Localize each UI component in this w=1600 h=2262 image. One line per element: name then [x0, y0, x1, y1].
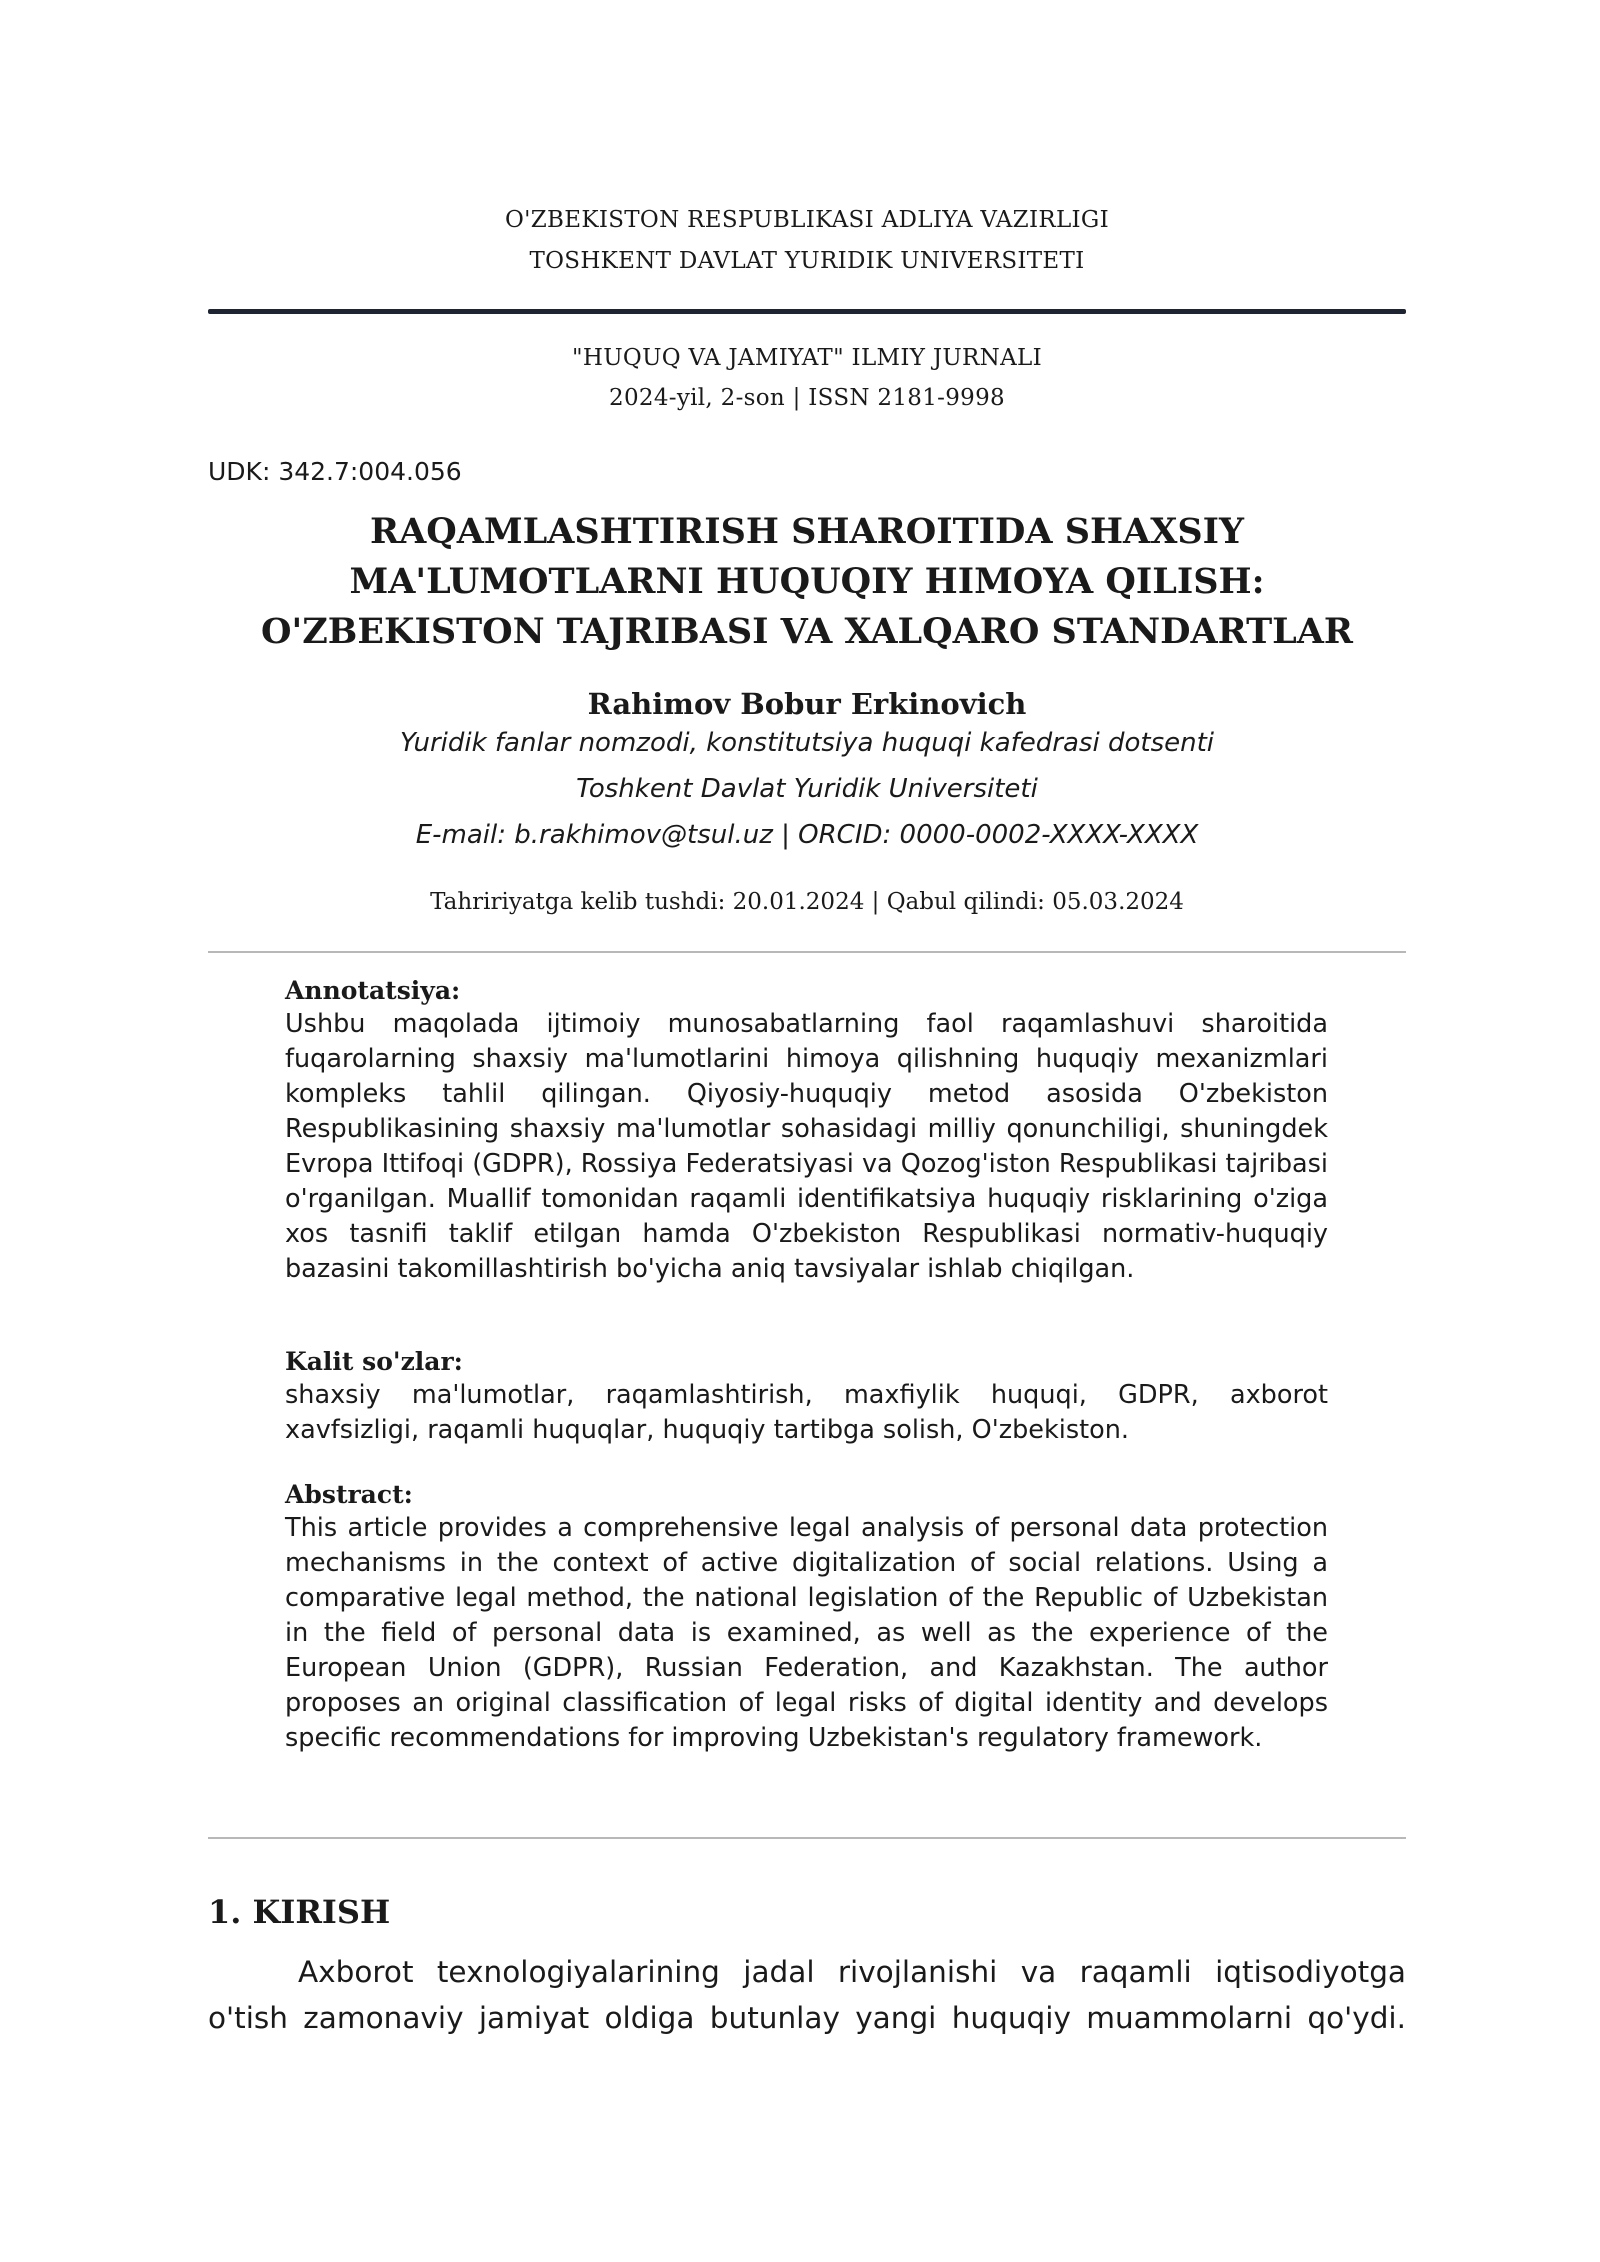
- annotation-text: Ushbu maqolada ijtimoiy munosabatlarning faol raqamlashuvi sharoitida fuqarolarning shaxsiy ma'lumotlarini himoya qilishning huquqiy mexanizmlari kompleks tahlil qilingan. Qiyosiy-huquqiy metod asosida O'zbekiston Respublikasining shaxsiy ma'lumotlar sohasidagi milliy qonunchiligi, shuningdek Evropa Ittifoqi (GDPR), Rossiya Federatsiyasi va Qozog'iston Respublikasi tajribasi o'rganilgan. Muallif tomonidan raqamli identifikatsiya huquqiy risklarining o'ziga xos tasnifi taklif etilgan hamda O'zbekiston Respublikasi normativ-huquqiy bazasini takomillashtirish bo'yicha aniq tavsiyalar ishlab chiqilgan.: [285, 1009, 1329, 1284]
- abstract-text: This article provides a comprehensive legal analysis of personal data protection mechanisms in the context of active digitalization of social relations. Using a comparative legal method, the national legislation of the Republic of Uzbekistan in the field of personal data is examined, as well as the experience of the European Union (GDPR), Russian Federation, and Kazakhstan. The author proposes an original classification of legal risks of digital identity and develops specific recommendations for improving Uzbekistan's regulatory framework.: [285, 1513, 1328, 1753]
- title-line: MA'LUMOTLARNI HUQUQIY HIMOYA QILISH:: [349, 561, 1265, 602]
- author-position: Yuridik fanlar nomzodi, konstitutsiya huquqi kafedrasi dotsenti: [399, 728, 1215, 758]
- issue-info: 2024-yil, 2-son | ISSN 2181-9998: [609, 385, 1005, 411]
- article-title: [208, 507, 1406, 657]
- keywords-text: shaxsiy ma'lumotlar, raqamlashtirish, maxfiylik huquqi, GDPR, axborot xavfsizligi, raqamli huquqlar, huquqiy tartibga solish, O'zbekiston.: [285, 1380, 1328, 1445]
- ministry-name: O'ZBEKISTON RESPUBLIKASI ADLIYA VAZIRLIGI: [505, 207, 1109, 233]
- title-line: RAQAMLASHTIRISH SHAROITIDA SHAXSIY: [370, 511, 1244, 552]
- section-paragraph: Axborot texnologiyalarining jadal rivojlanishi va raqamli iqtisodiyotga o'tish zamonaviy jamiyat oldiga butunlay yangi huquqiy muammolarni qo'ydi.: [208, 1955, 1406, 2035]
- keywords-heading: Kalit so'zlar:: [285, 1347, 463, 1376]
- author-institution: Toshkent Davlat Yuridik Universiteti: [576, 774, 1038, 804]
- annotation-heading: Annotatsiya:: [285, 976, 461, 1005]
- keywords-block: [285, 1346, 1328, 1448]
- journal-name: "HUQUQ VA JAMIYAT" ILMIY JURNALI: [572, 345, 1042, 371]
- header-divider: [208, 309, 1406, 314]
- abstract-bottom-divider: [208, 1837, 1406, 1839]
- title-line: O'ZBEKISTON TAJRIBASI VA XALQARO STANDARTLAR: [261, 611, 1353, 652]
- abstract-heading: Abstract:: [285, 1480, 413, 1509]
- university-name: TOSHKENT DAVLAT YURIDIK UNIVERSITETI: [529, 248, 1085, 274]
- abstract-block: [285, 1479, 1328, 1756]
- udk-code: UDK: 342.7:004.056: [208, 457, 462, 486]
- abstract-top-divider: [208, 951, 1406, 953]
- submission-dates: Tahririyatga kelib tushdi: 20.01.2024 | Qabul qilindi: 05.03.2024: [430, 889, 1184, 915]
- section-heading: 1. KIRISH: [208, 1893, 391, 1931]
- author-name: Rahimov Bobur Erkinovich: [587, 687, 1027, 721]
- author-contact: E-mail: b.rakhimov@tsul.uz | ORCID: 0000-0002-XXXX-XXXX: [415, 820, 1199, 850]
- annotation-block: [285, 975, 1328, 1287]
